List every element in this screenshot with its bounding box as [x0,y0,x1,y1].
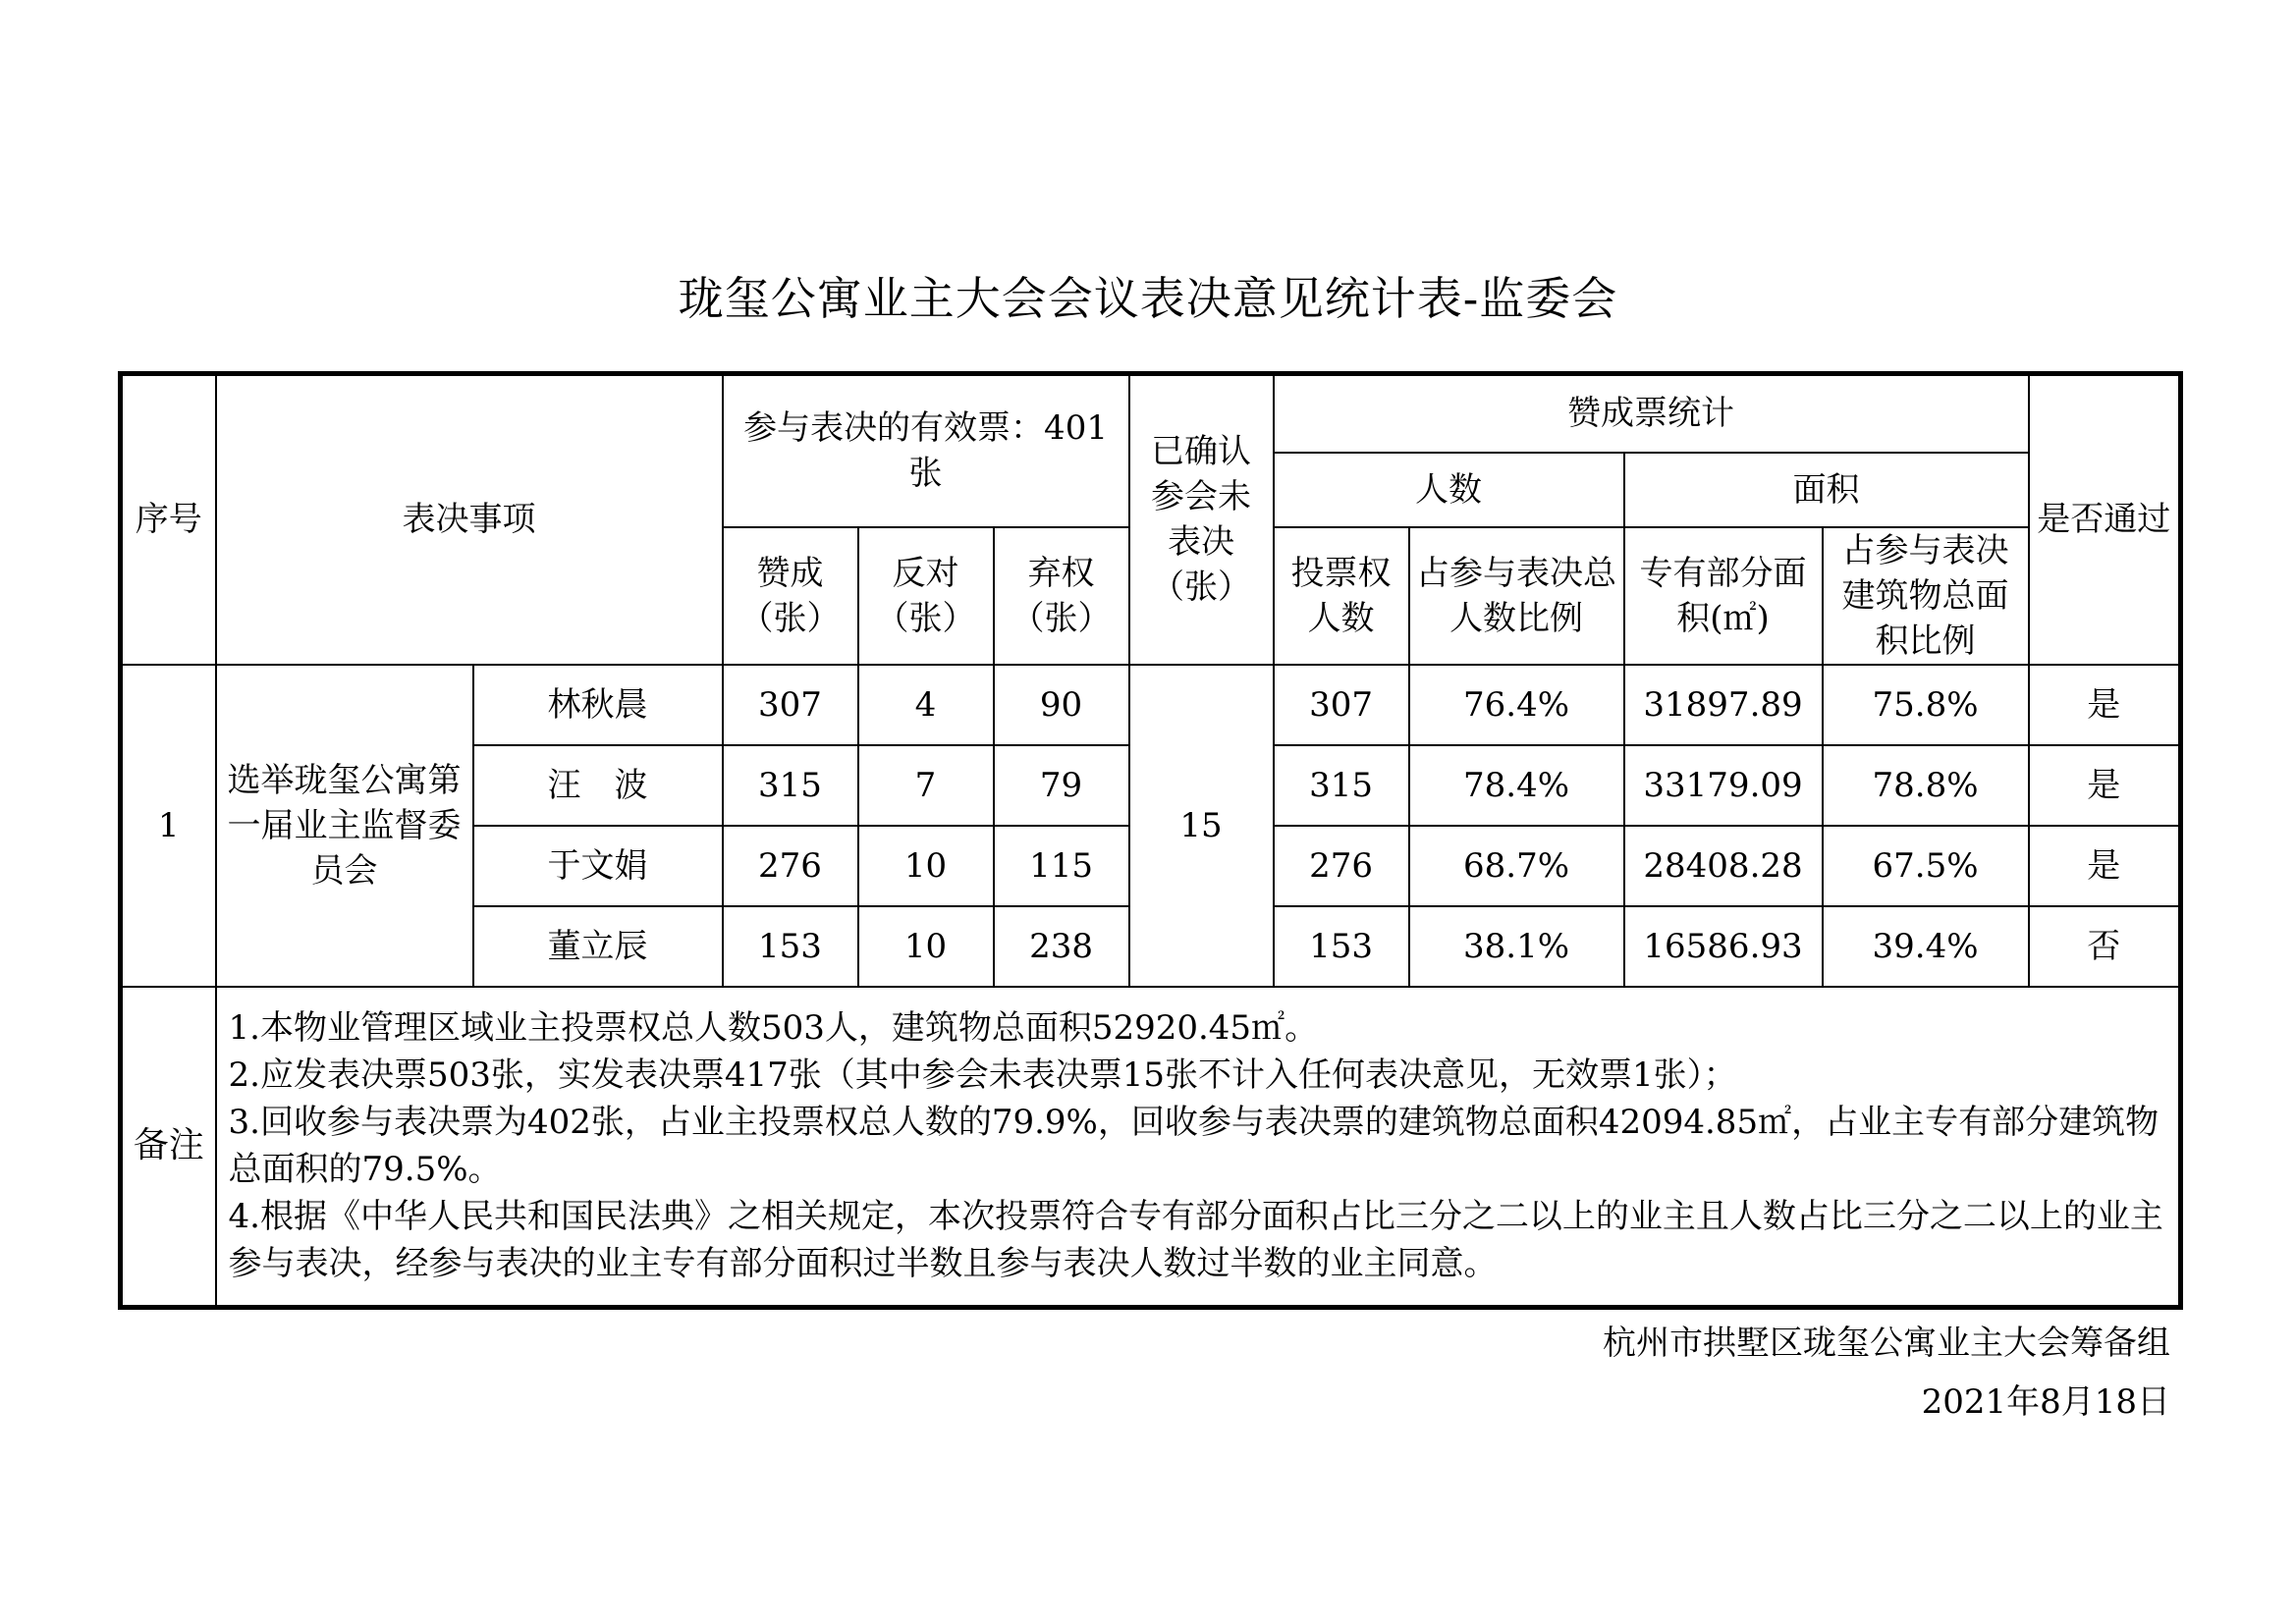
passed-result: 是 [2029,665,2181,745]
abstain-count: 90 [994,665,1129,745]
candidate-name: 汪 波 [473,745,723,826]
persons-ratio: 68.7% [1409,826,1624,906]
oppose-count: 4 [858,665,994,745]
candidate-name: 董立辰 [473,906,723,987]
abstain-count: 115 [994,826,1129,906]
vote-persons-count: 153 [1274,906,1409,987]
area-ratio: 39.4% [1823,906,2029,987]
header-persons-ratio: 占参与表决总人数比例 [1409,527,1624,665]
vote-persons-count: 315 [1274,745,1409,826]
candidate-name: 于文娟 [473,826,723,906]
header-area: 面积 [1624,453,2029,527]
area-ratio: 67.5% [1823,826,2029,906]
persons-ratio: 76.4% [1409,665,1624,745]
page-title: 珑玺公寓业主大会会议表决意见统计表-监委会 [678,272,1618,325]
candidate-name: 林秋晨 [473,665,723,745]
abstain-count: 238 [994,906,1129,987]
persons-ratio: 38.1% [1409,906,1624,987]
approve-count: 276 [723,826,858,906]
vote-persons-count: 307 [1274,665,1409,745]
vote-persons-count: 276 [1274,826,1409,906]
header-passed: 是否通过 [2029,374,2181,665]
confirmed-no-vote-count: 15 [1129,665,1274,987]
header-item: 表决事项 [216,374,723,665]
header-seq: 序号 [121,374,216,665]
header-oppose: 反对（张） [858,527,994,665]
exclusive-area: 28408.28 [1624,826,1823,906]
header-vote-persons: 投票权人数 [1274,527,1409,665]
oppose-count: 10 [858,906,994,987]
notes [216,987,2181,1308]
header-persons: 人数 [1274,453,1624,527]
note-item: 1.本物业管理区域业主投票权总人数503人，建筑物总面积52920.45㎡。 [228,1008,1319,1049]
area-ratio: 75.8% [1823,665,2029,745]
header-approve: 赞成（张） [723,527,858,665]
item-seq: 1 [121,665,216,987]
header-confirmed-no-vote: 已确认参会未表决（张） [1129,374,1274,665]
header-abstain: 弃权（张） [994,527,1129,665]
approve-count: 307 [723,665,858,745]
oppose-count: 7 [858,745,994,826]
passed-result: 否 [2029,906,2181,987]
oppose-count: 10 [858,826,994,906]
issue-date: 2021年8月18日 [1921,1382,2170,1422]
exclusive-area: 33179.09 [1624,745,1823,826]
note-item: 3.回收参与表决票为402张，占业主投票权总人数的79.9%，回收参与表决票的建筑物总面积42094.85㎡，占业主专有部分建筑物总面积的79.5%。 [228,1103,2159,1190]
header-valid-votes: 参与表决的有效票：401张 [723,374,1129,527]
exclusive-area: 16586.93 [1624,906,1823,987]
header-approve-stats: 赞成票统计 [1274,374,2029,453]
approve-count: 315 [723,745,858,826]
header-exclusive-area: 专有部分面积(㎡) [1624,527,1823,665]
note-item: 2.应发表决票503张，实发表决票417张（其中参会未表决票15张不计入任何表决意见，无效票1张）； [228,1055,1737,1096]
vote-statistics-table [118,371,2183,1310]
persons-ratio: 78.4% [1409,745,1624,826]
note-item: 4.根据《中华人民共和国民法典》之相关规定，本次投票符合专有部分面积占比三分之二以上的业主且人数占比三分之二以上的业主参与表决，经参与表决的业主专有部分面积过半数且参与表决人数过半数的业主同意。 [228,1197,2163,1284]
notes-label: 备注 [121,987,216,1308]
table-row [121,665,2181,745]
abstain-count: 79 [994,745,1129,826]
item-name: 选举珑玺公寓第一届业主监督委员会 [216,665,473,987]
header-area-ratio: 占参与表决建筑物总面积比例 [1823,527,2029,665]
exclusive-area: 31897.89 [1624,665,1823,745]
passed-result: 是 [2029,826,2181,906]
area-ratio: 78.8% [1823,745,2029,826]
issuing-organization: 杭州市拱墅区珑玺公寓业主大会筹备组 [1603,1324,2170,1363]
passed-result: 是 [2029,745,2181,826]
approve-count: 153 [723,906,858,987]
